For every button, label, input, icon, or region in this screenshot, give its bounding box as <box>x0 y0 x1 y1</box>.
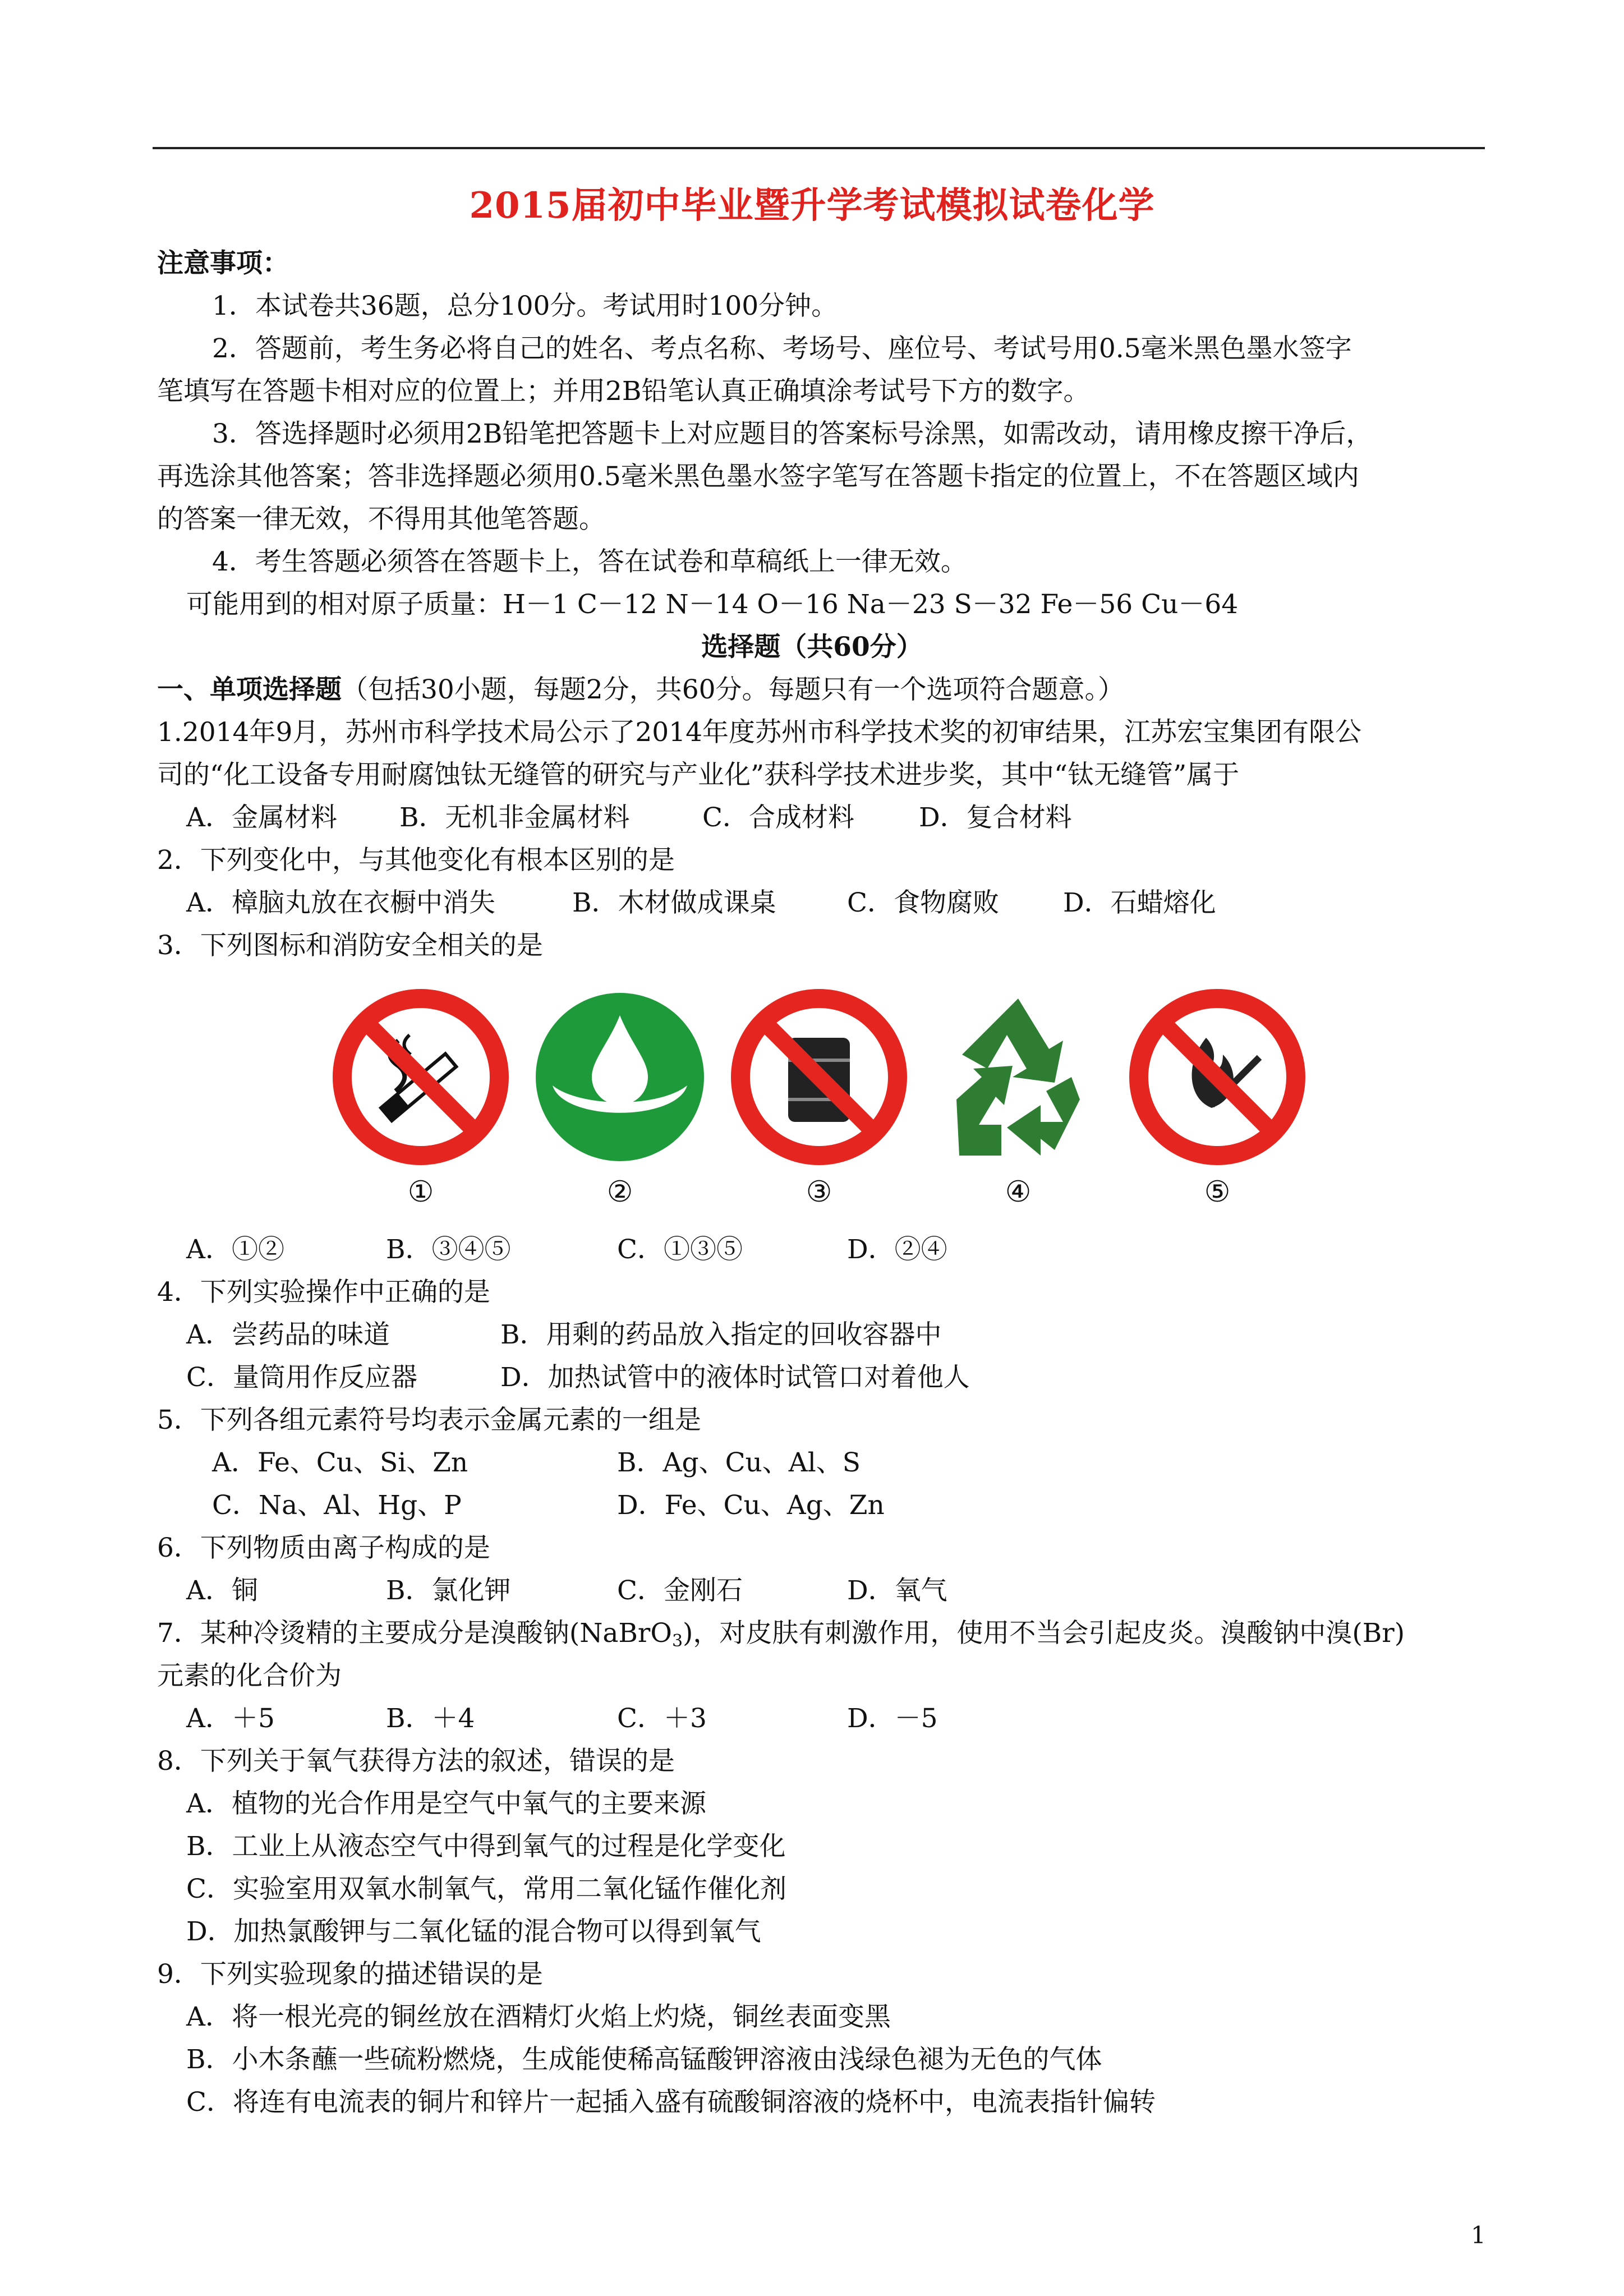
q5-option-b: B．Ag、Cu、Al、S <box>617 1447 861 1478</box>
q1-option-b: B．无机非金属材料 <box>399 802 630 833</box>
q9-option-c: C．将连有电流表的铜片和锌片一起插入盛有硫酸铜溶液的烧杯中，电流表指针偏转 <box>186 2087 1156 2118</box>
sign-label-1: ① <box>407 1175 434 1209</box>
q8-option-a: A．植物的光合作用是空气中氧气的主要来源 <box>186 1788 706 1819</box>
question-8-stem: 8．下列关于氧气获得方法的叙述，错误的是 <box>157 1746 675 1777</box>
notice-item: 4．考生答题必须答在答题卡上，答在试卷和草稿纸上一律无效。 <box>212 546 967 577</box>
sign-label-2: ② <box>606 1175 633 1209</box>
q6-option-a: A．铜 <box>186 1575 258 1606</box>
q3-option-d: D．②④ <box>847 1234 947 1265</box>
question-3-stem: 3．下列图标和消防安全相关的是 <box>157 930 543 961</box>
sign-label-4: ④ <box>1005 1175 1032 1209</box>
q6-option-b: B．氯化钾 <box>386 1575 511 1606</box>
q1-option-c: C．合成材料 <box>702 802 854 833</box>
atomic-mass-line: 可能用到的相对原子质量：H－1 C－12 N－14 O－16 Na－23 S－32 Fe－56 Cu－64 <box>186 589 1239 620</box>
q7-option-b: B．＋4 <box>386 1703 475 1734</box>
q3-option-a: A．①② <box>186 1234 284 1265</box>
question-1-stem: 1.2014年9月，苏州市科学技术局公示了2014年度苏州市科学技术奖的初审结果，江苏宏宝集团有限公 <box>157 717 1361 748</box>
q9-option-b: B．小木条蘸一些硫粉燃烧，生成能使稀高锰酸钾溶液由浅绿色褪为无色的气体 <box>186 2044 1102 2075</box>
question-2-stem: 2．下列变化中，与其他变化有根本区别的是 <box>157 845 675 876</box>
page-title: 2015届初中毕业暨升学考试模拟试卷化学 <box>469 185 1155 227</box>
part1-heading-line <box>157 673 1124 707</box>
sign-label-5: ⑤ <box>1204 1175 1231 1209</box>
q2-option-a: A．樟脑丸放在衣橱中消失 <box>186 887 495 918</box>
notice-item: 再选涂其他答案；答非选择题必须用0.5毫米黑色墨水签字笔写在答题卡指定的位置上，不在答题区域内 <box>157 461 1359 492</box>
notice-item: 3．答选择题时必须用2B铅笔把答题卡上对应题目的答案标号涂黑，如需改动，请用橡皮擦干净后， <box>212 418 1373 449</box>
no-oil-drum-icon <box>729 987 909 1167</box>
q4-option-a: A．尝药品的味道 <box>186 1319 390 1350</box>
question-6-stem: 6．下列物质由离子构成的是 <box>157 1533 490 1563</box>
question-1-stem-cont: 司的“化工设备专用耐腐蚀钛无缝管的研究与产业化”获科学技术进步奖，其中“钛无缝管”属于 <box>157 760 1240 790</box>
question-5-stem: 5．下列各组元素符号均表示金属元素的一组是 <box>157 1405 701 1435</box>
notice-item: 2．答题前，考生务必将自己的姓名、考点名称、考场号、座位号、考试号用0.5毫米黑色墨水签字 <box>212 333 1352 364</box>
q5-option-d: D．Fe、Cu、Ag、Zn <box>617 1490 885 1521</box>
part1-heading: 一、单项选择题 <box>157 674 342 705</box>
q1-option-d: D．复合材料 <box>919 802 1072 833</box>
q7-option-a: A．＋5 <box>186 1703 275 1734</box>
q7-text-b: )，对皮肤有刺激作用，使用不当会引起皮炎。溴酸钠中溴(Br) <box>683 1618 1405 1649</box>
question-4-stem: 4．下列实验操作中正确的是 <box>157 1277 490 1308</box>
part1-note: （包括30小题，每题2分，共60分。每题只有一个选项符合题意。） <box>342 674 1125 705</box>
notice-heading: 注意事项： <box>157 248 289 279</box>
q8-option-d: D．加热氯酸钾与二氧化锰的混合物可以得到氧气 <box>186 1916 761 1947</box>
q4-option-d: D．加热试管中的液体时试管口对着他人 <box>500 1362 970 1393</box>
question-9-stem: 9．下列实验现象的描述错误的是 <box>157 1959 543 1990</box>
q7-text-a: 7．某种冷烫精的主要成分是溴酸钠(NaBrO <box>157 1618 672 1649</box>
q3-option-c: C．①③⑤ <box>617 1234 743 1265</box>
notice-item: 笔填写在答题卡相对应的位置上；并用2B铅笔认真正确填涂考试号下方的数字。 <box>157 376 1090 407</box>
q7-subscript: 3 <box>671 1631 683 1651</box>
section-title: 选择题（共60分） <box>701 632 923 662</box>
q5-option-a: A．Fe、Cu、Si、Zn <box>212 1447 468 1478</box>
q4-option-b: B．用剩的药品放入指定的回收容器中 <box>500 1319 942 1350</box>
q6-option-c: C．金刚石 <box>617 1575 743 1606</box>
q7-option-d: D．－5 <box>847 1703 938 1734</box>
q9-option-a: A．将一根光亮的铜丝放在酒精灯火焰上灼烧，铜丝表面变黑 <box>186 2001 891 2032</box>
notice-item: 1．本试卷共36题，总分100分。考试用时100分钟。 <box>212 291 838 321</box>
no-open-flame-icon <box>1128 987 1307 1167</box>
sign-label-3: ③ <box>806 1175 832 1209</box>
q3-option-b: B．③④⑤ <box>386 1234 511 1265</box>
question-7-stem <box>157 1617 1405 1658</box>
q8-option-c: C．实验室用双氧水制氧气，常用二氧化锰作催化剂 <box>186 1874 786 1904</box>
notice-item: 的答案一律无效，不得用其他笔答题。 <box>157 504 605 535</box>
page-number: 1 <box>1471 2221 1486 2249</box>
q4-option-c: C．量筒用作反应器 <box>186 1362 417 1393</box>
q7-option-c: C．＋3 <box>617 1703 707 1734</box>
water-saving-icon <box>530 987 710 1167</box>
header-rule <box>153 147 1485 149</box>
q6-option-d: D．氧气 <box>847 1575 947 1606</box>
q1-option-a: A．金属材料 <box>186 802 337 833</box>
recycle-icon <box>928 987 1108 1167</box>
question-7-stem-cont: 元素的化合价为 <box>157 1660 342 1691</box>
q2-option-d: D．石蜡熔化 <box>1063 887 1216 918</box>
no-smoking-icon <box>331 987 510 1167</box>
q8-option-b: B．工业上从液态空气中得到氧气的过程是化学变化 <box>186 1831 786 1862</box>
q5-option-c: C．Na、Al、Hg、P <box>212 1490 462 1521</box>
q2-option-c: C．食物腐败 <box>847 887 999 918</box>
q2-option-b: B．木材做成课桌 <box>572 887 776 918</box>
safety-signs-figure <box>331 987 1307 1223</box>
